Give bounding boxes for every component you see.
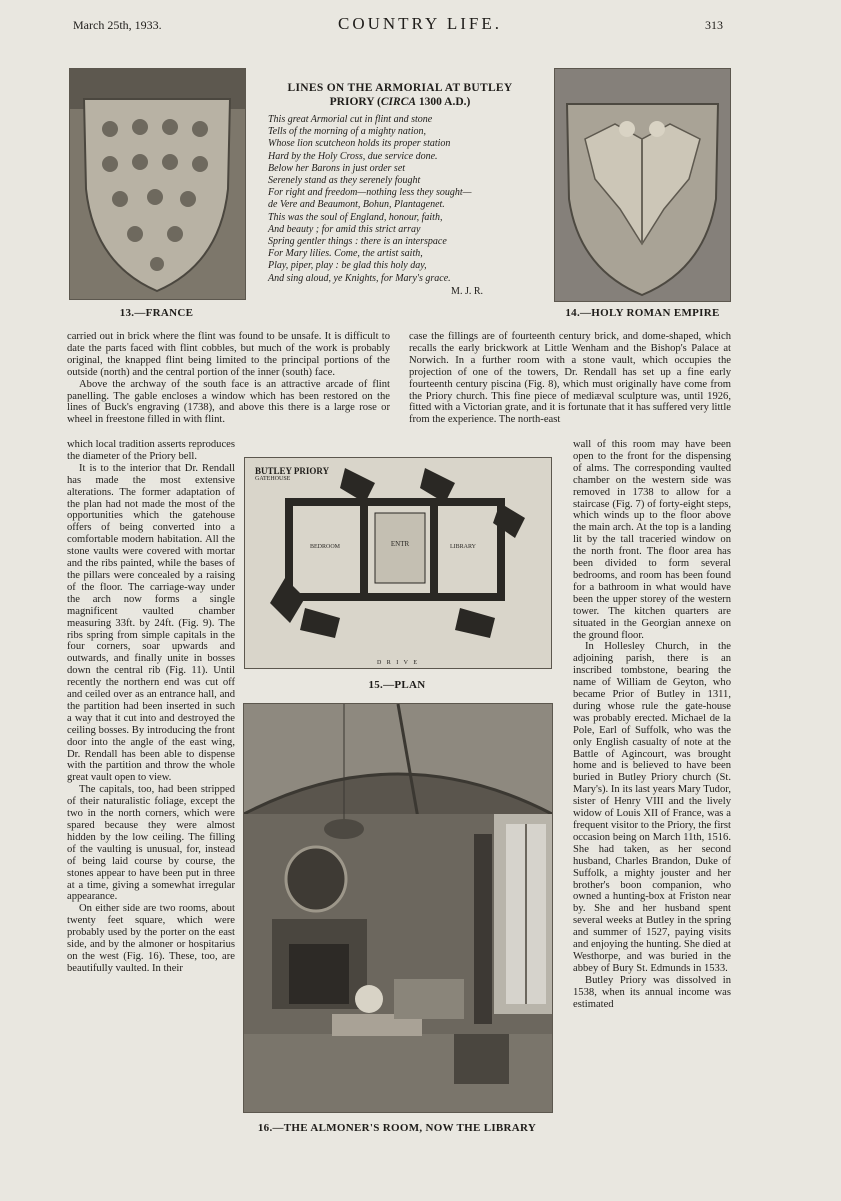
paragraph: It is to the interior that Dr. Rendall has made the most extensive alterations. The former adaptation of the plan had not made the most of the opportunities which the gatehouse offers of being converted into a comfortable modern habitation. All the stone vaults were covered with mortar and the ribs painted, while the bases of the pillars were concealed by a raising of the floor. The carriage-way under the arch now forms a single magnificent vaulted chamber measuring 33ft. by 24ft. (Fig. 9). The ribs spring from simple capitals in the four corners, soar upwards and outwards, and finally unite in bosses down the central rib (Fig. 11). Until recently the northern end was cut off and ceiled over as an entrance hall, and the partition had been inserted in such a way that it cut into and destroyed the ceiling bosses. By introducing the front door into the angle of the east wing, Dr. Rendall has been able to dispense with the partition and throw the whole great vault open to view. [67,462,235,784]
poem-line: For right and freedom—nothing less they sought— [268,187,472,199]
plan-drive-label: D R I V E [376,660,420,666]
paragraph: In Hollesley Church, in the adjoining parish, there is an inscribed tombstone, bearing the name of William de Geyton, who became Prior of Butley in 1311, during whose rule the gate-house was probably erected. Michael de la Pole, Earl of Suffolk, who was the only English casualty of note at the Battle of Agincourt, was brought home and is believed to have been buried in Butley Priory church (St. Mary's). In its last years Mary Tudor, sister of Henry VIII and the lively widow of Louis XII of France, was a frequent visitor to the Priory, the first occasion being on March 11th, 1516. She had taken, as her second husband, Charles Brandon, Duke of Suffolk, a mighty jouster and her brother's boon companion, who owned a hunting-box at Friston near by. She and her husband spent several weeks at Butley in the spring and summer of 1527, paying visits and enjoying the hunting. She died at Westhorpe, and was buried in the abbey of Bury St. Edmunds in 1533. [573,641,731,974]
paragraph: Butley Priory was dissolved in 1538, when its annual income was estimated [573,974,731,1010]
magazine-title: COUNTRY LIFE. [338,14,502,33]
right-narrow-column [573,439,731,1011]
left-narrow-column [67,439,235,975]
poem-line: Hard by the Holy Cross, due service done. [268,150,438,162]
paragraph: Above the archway of the south face is an attractive arcade of flint panelling. The gable encloses a window which has been restored on the lines of Buck's engraving (1738), and above this there is a large rose or wheel in freestone filled in with flint. [67,378,390,426]
right-column-top [409,331,731,426]
fig15-caption: 15.—PLAN [368,679,426,691]
left-column-top [67,331,390,426]
poem-line: For Mary lilies. Come, the artist saith, [268,248,423,260]
poem-line: Whose lion scutcheon holds its proper station [268,138,451,150]
poem-subtitle: PRIORY (CIRCA 1300 A.D.) [329,96,471,108]
poem-line: This great Armorial cut in flint and stone [268,114,433,125]
poem-line: Serenely stand as they serenely fought [268,175,421,187]
svg-text:ENTR: ENTR [390,540,410,548]
plan-subtitle: GATEHOUSE [255,476,291,482]
page-number: 313 [705,18,723,32]
gatehouse-plan-drawing [244,457,552,669]
poem-line: Play, piper, play : be glad this holy day, [268,260,427,272]
fig14-caption: 14.—HOLY ROMAN EMPIRE [565,307,720,319]
poem [262,81,538,297]
fig16-caption: 16.—THE ALMONER'S ROOM, NOW THE LIBRARY [257,1122,537,1134]
paragraph: On either side are two rooms, about twenty feet square, which were probably used by the porter on the east side, and by the almoner or hospitarius on the west (Fig. 16). These, too, are beautifully vaulted. In their [67,903,235,974]
poem-line: de Vere and Beaumont, Bohun, Plantagenet. [268,199,445,211]
holy-roman-empire-armorial-photo [554,68,731,302]
paragraph: wall of this room may have been open to the front for the dispensing of alms. The corresponding vaulted chamber on the western side was removed in 1738 to allow for a staircase (Fig. 7) of forty-eight steps, which winds up to the floor above the main arch. At the top is a landing lit by the tall traceried window on the north front. The floor area has been divided to form several bedrooms, and room has been found for a bathroom in what would have been the upper storey of the western tower. The kitchen quarters are situated in the Georgian annexe on the ground floor. [573,439,731,641]
paragraph: The capitals, too, had been stripped of their naturalistic foliage, except the two in the north corners, which were spared because they were almost hidden by the low ceiling. The filling of the vaulting is unusual, for, instead of being laid course by course, the stones appear to have been put in three at a time, giving a somewhat irregular appearance. [67,784,235,903]
poem-lines [262,114,538,285]
paragraph: case the fillings are of fourteenth century brick, and dome-shaped, which recalls the early brickwork at Little Wenham and the Bishop's Palace at Norwich. In a further room with a stone vault, which occupies the projection of one of the towers, Dr. Rendall has set up a fine early fourteenth century piscina (Fig. 8), which must originally have come from the Priory church. This fine piece of mediæval sculpture was, until 1926, fitted with a Victorian grate, and it is fortunate that it has suffered very little from the experience. The north-east [409,331,731,426]
poem-line: Tells of the morning of a mighty nation, [268,126,426,138]
plan-title: BUTLEY PRIORY [255,466,330,476]
paragraph: which local tradition asserts reproduces the diameter of the Priory bell. [67,439,235,462]
poem-line: Spring gentler things : there is an interspace [268,236,447,248]
poem-line: Below her Barons in just order set [268,162,406,174]
svg-text:LIBRARY: LIBRARY [450,544,477,550]
poem-line: And sing aloud, ye Knights, for Mary's grace. [268,272,451,284]
paragraph: carried out in brick where the flint was found to be unsafe. It is difficult to date the parts faced with flint cobbles, but much of the work is probably original, the knapped flint being limited to the principal portions of the outside (north) and the central portion of the inner (south) face. [67,331,390,378]
poem-title: LINES ON THE ARMORIAL AT BUTLEY [287,82,513,94]
poem-signature: M. J. R. [451,285,483,297]
almoners-room-photo [243,703,553,1113]
poem-line: And beauty ; for amid this strict array [268,223,421,235]
svg-text:BEDROOM: BEDROOM [310,544,341,550]
poem-line: This was the soul of England, honour, faith, [268,211,443,223]
france-armorial-photo [69,68,246,300]
issue-date: March 25th, 1933. [73,18,162,32]
fig13-caption: 13.—FRANCE [119,307,194,319]
